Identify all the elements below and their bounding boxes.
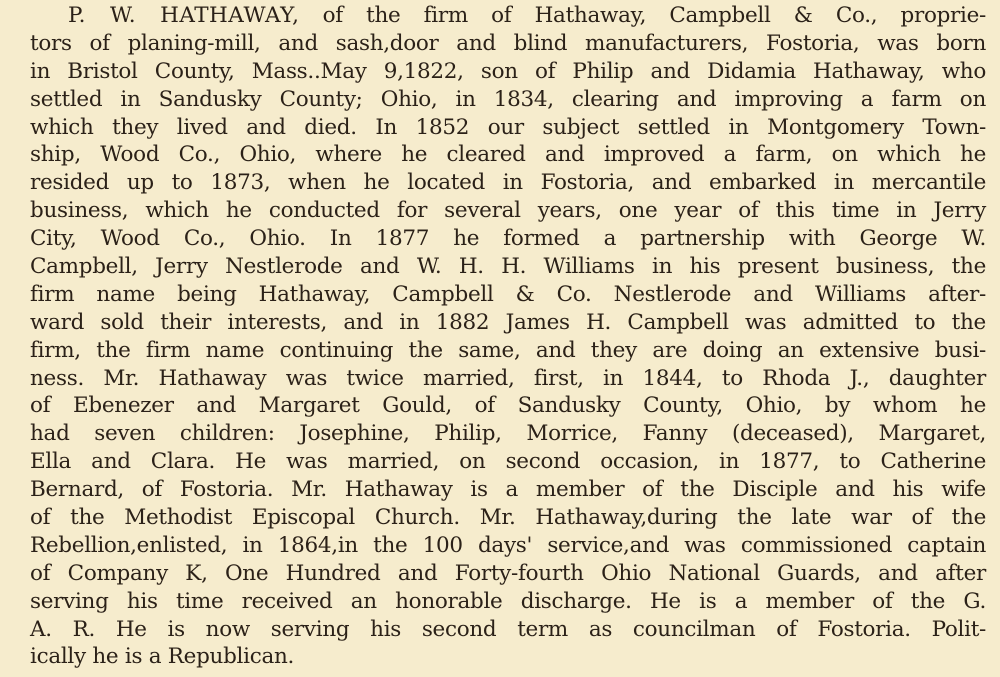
text-line-21: of Company K, One Hundred and Forty-fourth Ohio National Guards, and after (30, 560, 986, 586)
text-line-9: City, Wood Co., Ohio. In 1877 he formed a partnership with George W. (30, 226, 986, 252)
biography-entry (30, 2, 986, 671)
text-line-20: Rebellion,enlisted, in 1864,in the 100 days' service,and was commissioned captain (30, 532, 986, 558)
text-line-16: had seven children: Josephine, Philip, Morrice, Fanny (deceased), Margaret, (30, 421, 986, 447)
text-line-11: firm name being Hathaway, Campbell & Co. Nestlerode and Williams after- (30, 281, 986, 307)
text-line-18: Bernard, of Fostoria. Mr. Hathaway is a member of the Disciple and his wife (30, 477, 986, 503)
text-line-5: which they lived and died. In 1852 our subject settled in Montgomery Town- (30, 114, 986, 140)
text-line-23: A. R. He is now serving his second term as councilman of Fostoria. Polit- (30, 616, 986, 642)
text-line-4: settled in Sandusky County; Ohio, in 1834, clearing and improving a farm on (30, 86, 986, 112)
text-line-3: in Bristol County, Mass..May 9,1822, son of Philip and Didamia Hathaway, who (30, 58, 986, 84)
text-line-22: serving his time received an honorable discharge. He is a member of the G. (30, 588, 986, 614)
text-line-8: business, which he conducted for several years, one year of this time in Jerry (30, 198, 986, 224)
text-line-17: Ella and Clara. He was married, on second occasion, in 1877, to Catherine (30, 449, 986, 475)
text-line-12: ward sold their interests, and in 1882 James H. Campbell was admitted to the (30, 309, 986, 335)
text-line-24: ically he is a Republican. (30, 644, 295, 670)
text-line-2: tors of planing-mill, and sash,door and blind manufacturers, Fostoria, was born (30, 30, 986, 56)
text-line-19: of the Methodist Episcopal Church. Mr. Hathaway,during the late war of the (30, 505, 986, 531)
text-line-10: Campbell, Jerry Nestlerode and W. H. H. Williams in his present business, the (30, 254, 986, 280)
text-line-1-rest: of the firm of Hathaway, Campbell & Co., proprie- (322, 3, 986, 28)
text-line-1 (30, 2, 986, 30)
text-line-6: ship, Wood Co., Ohio, where he cleared and improved a farm, on which he (30, 142, 986, 168)
text-line-15: of Ebenezer and Margaret Gould, of Sandusky County, Ohio, by whom he (30, 393, 986, 419)
text-line-13: firm, the firm name continuing the same, and they are doing an extensive busi- (30, 337, 986, 363)
text-line-14: ness. Mr. Hathaway was twice married, first, in 1844, to Rhoda J., daughter (30, 365, 986, 391)
subject-name: P. W. HATHAWAY, (68, 3, 300, 28)
text-line-7: resided up to 1873, when he located in Fostoria, and embarked in mercantile (30, 170, 986, 196)
